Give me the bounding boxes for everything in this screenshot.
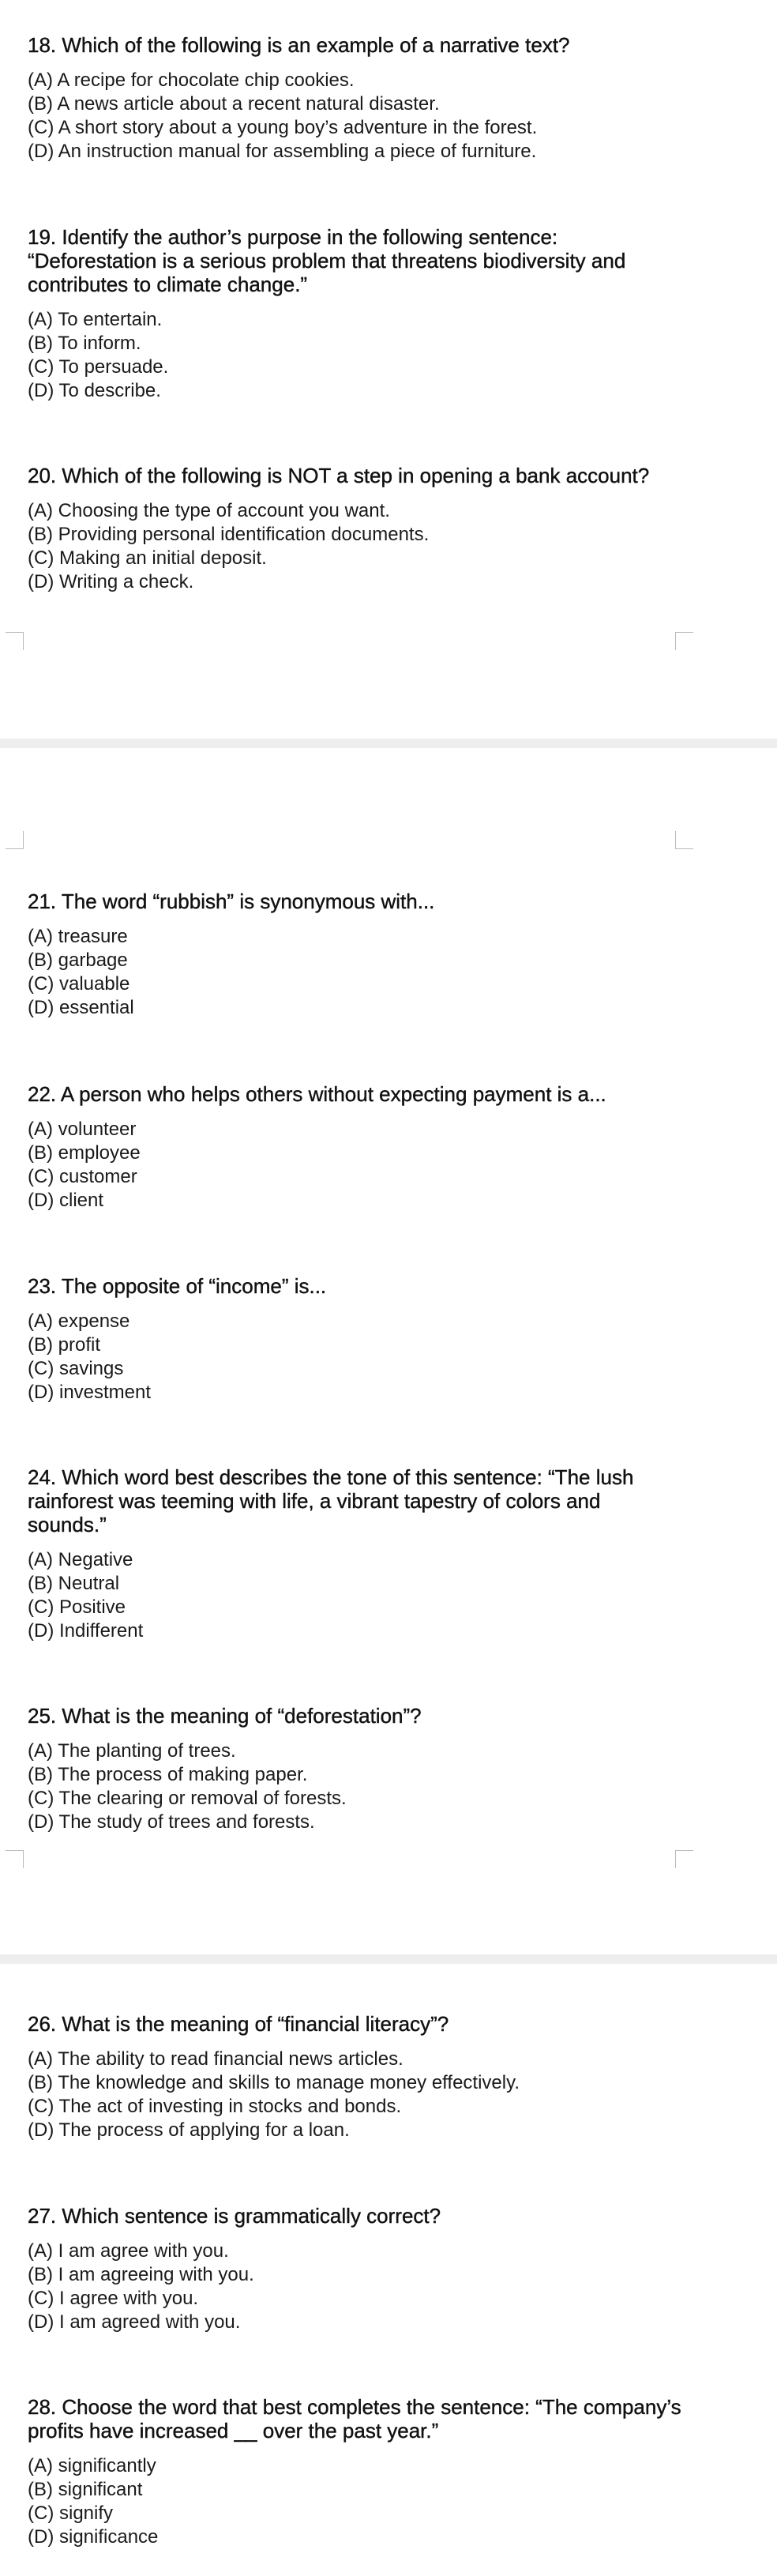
answer-option-b: (B) To inform.	[28, 333, 141, 354]
answer-option-a: (A) The planting of trees.	[28, 1740, 236, 1762]
answer-option-a: (A) volunteer	[28, 1119, 137, 1140]
answer-option-d: (D) Writing a check.	[28, 571, 194, 592]
question-26	[28, 2012, 683, 2142]
answer-option-a: (A) Choosing the type of account you want.	[28, 500, 390, 521]
question-title: 28. Choose the word that best completes the sentence: “The company’s profits have increased __ over the past year.”	[28, 2395, 681, 2442]
question-20	[28, 464, 683, 594]
page-corner-mark	[675, 632, 693, 650]
question-title: 26. What is the meaning of “financial literacy”?	[28, 2012, 449, 2036]
answer-option-d: (D) The study of trees and forests.	[28, 1811, 315, 1833]
answer-option-a: (A) expense	[28, 1311, 130, 1332]
answer-option-b: (B) employee	[28, 1142, 141, 1164]
answer-option-d: (D) To describe.	[28, 380, 161, 401]
answer-option-a: (A) The ability to read financial news articles.	[28, 2048, 404, 2070]
question-title: 18. Which of the following is an example of a narrative text?	[28, 33, 570, 57]
page-separator	[0, 1954, 777, 1964]
page-corner-mark	[675, 1850, 693, 1868]
answer-option-d: (D) Indifferent	[28, 1620, 144, 1641]
question-25	[28, 1704, 683, 1834]
page-corner-mark	[675, 831, 693, 849]
answer-option-a: (A) Negative	[28, 1549, 133, 1570]
answer-option-c: (C) The act of investing in stocks and bonds.	[28, 2096, 402, 2117]
answer-option-d: (D) The process of applying for a loan.	[28, 2119, 350, 2141]
answer-option-d: (D) An instruction manual for assembling a piece of furniture.	[28, 141, 537, 162]
question-title: 21. The word “rubbish” is synonymous with...	[28, 889, 435, 913]
answer-option-d: (D) significance	[28, 2526, 159, 2548]
answer-option-b: (B) Neutral	[28, 1573, 120, 1594]
question-title: 25. What is the meaning of “deforestation”?	[28, 1704, 422, 1728]
question-18	[28, 33, 683, 164]
answer-option-c: (C) signify	[28, 2503, 114, 2524]
answer-option-c: (C) Making an initial deposit.	[28, 547, 267, 569]
answer-option-a: (A) To entertain.	[28, 309, 163, 330]
answer-option-d: (D) I am agreed with you.	[28, 2311, 241, 2333]
answer-option-c: (C) A short story about a young boy’s adventure in the forest.	[28, 117, 538, 138]
question-title: 24. Which word best describes the tone of this sentence: “The lush rainforest was teeming with life, a vibrant tapestry of colors and sounds.”	[28, 1465, 634, 1536]
answer-option-a: (A) treasure	[28, 926, 128, 947]
question-22	[28, 1082, 683, 1213]
answer-option-c: (C) valuable	[28, 973, 130, 995]
question-21	[28, 889, 683, 1020]
answer-option-c: (C) The clearing or removal of forests.	[28, 1788, 347, 1809]
answer-option-d: (D) client	[28, 1190, 104, 1211]
page-corner-mark	[6, 831, 24, 849]
answer-option-d: (D) essential	[28, 997, 134, 1018]
question-28	[28, 2395, 683, 2549]
answer-option-a: (A) I am agree with you.	[28, 2240, 229, 2262]
question-23	[28, 1274, 683, 1405]
question-title: 22. A person who helps others without expecting payment is a...	[28, 1082, 606, 1106]
page-corner-mark	[6, 632, 24, 650]
question-27	[28, 2204, 683, 2334]
answer-option-b: (B) Providing personal identification documents.	[28, 524, 430, 545]
answer-option-c: (C) I agree with you.	[28, 2288, 199, 2309]
question-19	[28, 225, 683, 403]
answer-option-b: (B) A news article about a recent natural disaster.	[28, 93, 440, 115]
answer-option-c: (C) savings	[28, 1358, 124, 1379]
answer-option-c: (C) customer	[28, 1166, 137, 1187]
page-corner-mark	[6, 1850, 24, 1868]
question-title: 27. Which sentence is grammatically correct?	[28, 2204, 441, 2228]
answer-option-a: (A) significantly	[28, 2455, 156, 2476]
question-title: 23. The opposite of “income” is...	[28, 1274, 327, 1298]
answer-option-b: (B) significant	[28, 2479, 143, 2500]
answer-option-b: (B) I am agreeing with you.	[28, 2264, 254, 2285]
question-title: 19. Identify the author’s purpose in the following sentence: “Deforestation is a serious problem that threatens biodiversity and contributes to climate change.”	[28, 225, 626, 296]
question-title: 20. Which of the following is NOT a step in opening a bank account?	[28, 464, 650, 487]
answer-option-d: (D) investment	[28, 1382, 152, 1403]
page-separator	[0, 739, 777, 748]
answer-option-b: (B) The knowledge and skills to manage money effectively.	[28, 2072, 520, 2093]
answer-option-b: (B) The process of making paper.	[28, 1764, 308, 1785]
answer-option-b: (B) profit	[28, 1334, 101, 1356]
answer-option-b: (B) garbage	[28, 950, 128, 971]
answer-option-c: (C) To persuade.	[28, 356, 169, 378]
answer-option-c: (C) Positive	[28, 1596, 126, 1618]
answer-option-a: (A) A recipe for chocolate chip cookies.	[28, 70, 355, 91]
question-24	[28, 1465, 683, 1643]
